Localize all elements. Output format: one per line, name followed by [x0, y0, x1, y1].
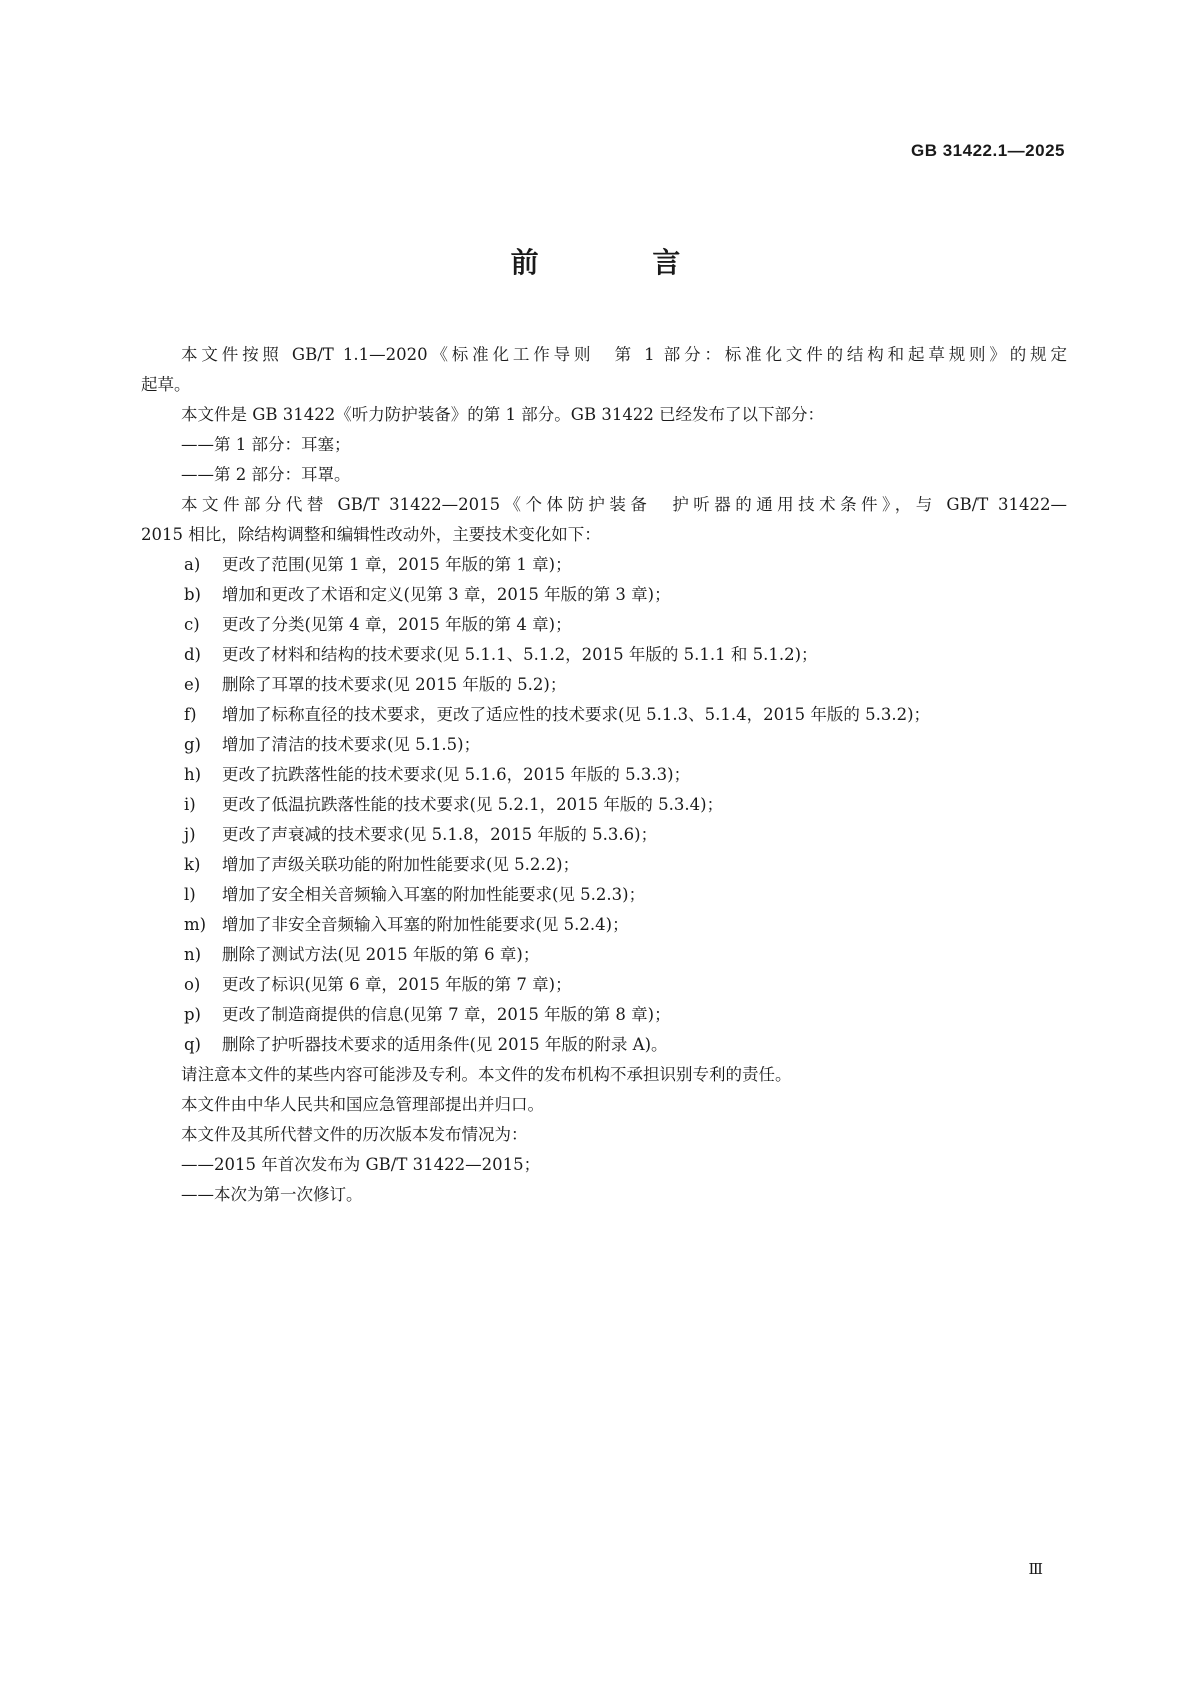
change-item-marker: i) — [184, 795, 196, 814]
change-item-marker: c) — [184, 615, 200, 634]
change-item — [141, 670, 1067, 700]
history-intro: 本文件及其所代替文件的历次版本发布情况为： — [181, 1125, 528, 1144]
patent-notice: 请注意本文件的某些内容可能涉及专利。本文件的发布机构不承担识别专利的责任。 — [181, 1065, 792, 1084]
change-item-text: 更改了标识(见第 6 章，2015 年版的第 7 章)； — [222, 975, 572, 994]
change-item-marker: k) — [184, 855, 201, 874]
change-item-text: 更改了声衰减的技术要求(见 5.1.8，2015 年版的 5.3.6)； — [222, 825, 658, 844]
change-item-marker: e) — [184, 675, 201, 694]
change-item-marker: l) — [184, 885, 196, 904]
change-item — [141, 580, 1067, 610]
change-item-marker: j) — [184, 825, 196, 844]
change-item-text: 增加了安全相关音频输入耳塞的附加性能要求(见 5.2.3)； — [222, 885, 646, 904]
change-item — [141, 970, 1067, 1000]
change-item — [141, 1030, 1067, 1060]
part-intro: 本文件是 GB 31422《听力防护装备》的第 1 部分。GB 31422 已经发布了以下部分： — [181, 405, 825, 424]
change-item — [141, 730, 1067, 760]
part-list-item: ——第 1 部分：耳塞； — [181, 435, 351, 454]
change-item — [141, 910, 1067, 940]
part-list-item: ——第 2 部分：耳罩。 — [181, 465, 351, 484]
drafting-rule-line-2: 起草。 — [141, 375, 191, 394]
change-item — [141, 850, 1067, 880]
change-item-text: 更改了制造商提供的信息(见第 7 章，2015 年版的第 8 章)； — [222, 1005, 671, 1024]
change-item-text: 增加了标称直径的技术要求，更改了适应性的技术要求(见 5.1.3、5.1.4，2015 年版的 5.3.2)； — [222, 705, 931, 724]
change-item — [141, 610, 1067, 640]
standard-code: GB 31422.1—2025 — [911, 141, 1065, 160]
change-item-marker: d) — [184, 645, 201, 664]
proposer-statement: 本文件由中华人民共和国应急管理部提出并归口。 — [181, 1095, 544, 1114]
page-title: 前 言 — [510, 246, 733, 279]
change-item-text: 增加了非安全音频输入耳塞的附加性能要求(见 5.2.4)； — [222, 915, 629, 934]
changes-list — [141, 550, 1067, 1060]
change-item-marker: b) — [184, 585, 201, 604]
history-item: ——本次为第一次修订。 — [181, 1185, 363, 1204]
change-item-marker: p) — [184, 1005, 201, 1024]
change-item-text: 删除了护听器技术要求的适用条件(见 2015 年版的附录 A)。 — [222, 1035, 668, 1054]
change-item-text: 更改了低温抗跌落性能的技术要求(见 5.2.1，2015 年版的 5.3.4)； — [222, 795, 724, 814]
change-item — [141, 700, 1067, 730]
change-item-marker: m) — [184, 915, 207, 934]
change-item-text: 更改了分类(见第 4 章，2015 年版的第 4 章)； — [222, 615, 572, 634]
change-item-marker: g) — [184, 735, 201, 754]
change-item-text: 删除了耳罩的技术要求(见 2015 年版的 5.2)； — [222, 675, 567, 694]
change-item-marker: h) — [184, 765, 202, 784]
change-item-marker: f) — [184, 705, 197, 724]
change-item-text: 更改了抗跌落性能的技术要求(见 5.1.6，2015 年版的 5.3.3)； — [222, 765, 691, 784]
replacement-line-2: 2015 相比，除结构调整和编辑性改动外，主要技术变化如下： — [141, 525, 601, 544]
page-number: Ⅲ — [1028, 1560, 1043, 1578]
change-item — [141, 940, 1067, 970]
change-item — [141, 1000, 1067, 1030]
change-item — [141, 760, 1067, 790]
change-item-text: 删除了测试方法(见 2015 年版的第 6 章)； — [222, 945, 540, 964]
change-item — [141, 550, 1067, 580]
change-item-text: 增加了声级关联功能的附加性能要求(见 5.2.2)； — [222, 855, 580, 874]
change-item-marker: a) — [184, 555, 201, 574]
change-item-text: 更改了材料和结构的技术要求(见 5.1.1、5.1.2，2015 年版的 5.1.1 和 5.1.2)； — [222, 645, 818, 664]
change-item-text: 增加了清洁的技术要求(见 5.1.5)； — [222, 735, 481, 754]
change-item-marker: o) — [184, 975, 201, 994]
history-item: ——2015 年首次发布为 GB/T 31422—2015； — [181, 1155, 541, 1174]
replacement-line-1: 本文件部分代替 GB/T 31422—2015《个体防护装备 护听器的通用技术条件》，与 GB/T 31422— — [181, 495, 1067, 514]
change-item-text: 更改了范围(见第 1 章，2015 年版的第 1 章)； — [222, 555, 572, 574]
document-body — [141, 340, 1067, 1210]
change-item — [141, 820, 1067, 850]
change-item-marker: n) — [184, 945, 202, 964]
drafting-rule-line-1: 本文件按照 GB/T 1.1—2020《标准化工作导则 第 1 部分：标准化文件的结构和起草规则》的规定 — [181, 345, 1067, 364]
change-item — [141, 790, 1067, 820]
change-item — [141, 880, 1067, 910]
change-item — [141, 640, 1067, 670]
change-item-text: 增加和更改了术语和定义(见第 3 章，2015 年版的第 3 章)； — [222, 585, 671, 604]
change-item-marker: q) — [184, 1035, 201, 1054]
